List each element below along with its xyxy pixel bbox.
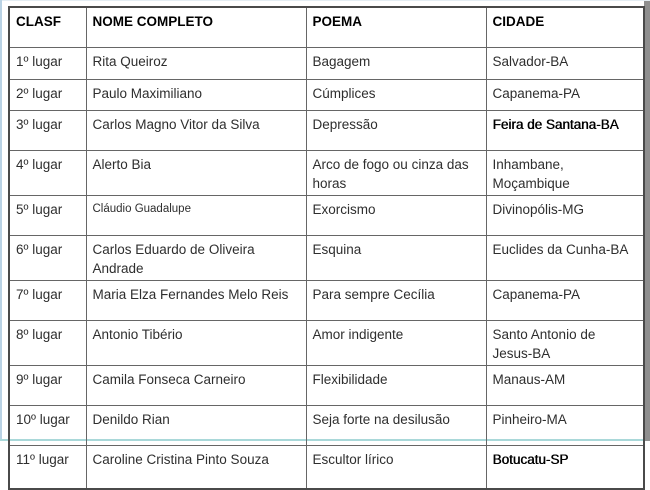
cell-cidade: Capanema-PA	[486, 80, 644, 111]
cell-poema: Depressão	[306, 111, 486, 151]
header-row	[9, 7, 644, 48]
cell-poema: Arco de fogo ou cinza das horas	[306, 151, 486, 196]
cell-nome: Camila Fonseca Carneiro	[86, 366, 306, 406]
table-row	[9, 236, 644, 281]
col-header-poema: POEMA	[306, 7, 486, 48]
table-row	[9, 366, 644, 406]
cell-cidade: Botucatu-SP	[486, 446, 644, 490]
table-row	[9, 80, 644, 111]
table-row	[9, 151, 644, 196]
cell-nome: Denildo Rian	[86, 406, 306, 446]
cell-cidade: Pinheiro-MA	[486, 406, 644, 446]
cell-cidade: Santo Antonio de Jesus-BA	[486, 321, 644, 366]
top-edge-line	[0, 0, 650, 1]
table-row	[9, 446, 644, 490]
cell-nome: Antonio Tibério	[86, 321, 306, 366]
cell-clasf: 10º lugar	[9, 406, 86, 446]
cell-cidade: Feira de Santana-BA	[486, 111, 644, 151]
cell-cidade: Capanema-PA	[486, 281, 644, 321]
cell-poema: Flexibilidade	[306, 366, 486, 406]
cell-nome: Maria Elza Fernandes Melo Reis	[86, 281, 306, 321]
col-header-cidade: CIDADE	[486, 7, 644, 48]
cell-clasf: 9º lugar	[9, 366, 86, 406]
cell-cidade: Salvador-BA	[486, 48, 644, 80]
cell-clasf: 3º lugar	[9, 111, 86, 151]
cell-clasf: 5º lugar	[9, 196, 86, 236]
cell-cidade: Euclides da Cunha-BA	[486, 236, 644, 281]
table-row	[9, 48, 644, 80]
cell-cidade: Divinopólis-MG	[486, 196, 644, 236]
cell-nome: Alerto Bia	[86, 151, 306, 196]
cell-clasf: 2º lugar	[9, 80, 86, 111]
cell-cidade: Manaus-AM	[486, 366, 644, 406]
cell-poema: Amor indigente	[306, 321, 486, 366]
cell-poema: Cúmplices	[306, 80, 486, 111]
cell-clasf: 4º lugar	[9, 151, 86, 196]
cell-nome: Caroline Cristina Pinto Souza	[86, 446, 306, 490]
col-header-clasf: CLASF	[9, 7, 86, 48]
cell-cidade: Inhambane, Moçambique	[486, 151, 644, 196]
table-row	[9, 406, 644, 446]
cell-poema: Esquina	[306, 236, 486, 281]
cell-nome: Cláudio Guadalupe	[86, 196, 306, 236]
left-edge-line	[0, 0, 2, 441]
cell-nome: Carlos Magno Vitor da Silva	[86, 111, 306, 151]
cell-nome: Carlos Eduardo de Oliveira Andrade	[86, 236, 306, 281]
cell-poema: Seja forte na desilusão	[306, 406, 486, 446]
cell-nome: Paulo Maximiliano	[86, 80, 306, 111]
cell-poema: Para sempre Cecília	[306, 281, 486, 321]
col-header-nome: NOME COMPLETO	[86, 7, 306, 48]
results-table	[8, 6, 645, 490]
table-row	[9, 196, 644, 236]
cell-poema: Escultor lírico	[306, 446, 486, 490]
table-row	[9, 321, 644, 366]
table-row	[9, 281, 644, 321]
cell-poema: Exorcismo	[306, 196, 486, 236]
cell-clasf: 11º lugar	[9, 446, 86, 490]
cell-nome: Rita Queiroz	[86, 48, 306, 80]
cell-poema: Bagagem	[306, 48, 486, 80]
cell-clasf: 7º lugar	[9, 281, 86, 321]
cell-clasf: 1º lugar	[9, 48, 86, 80]
cell-clasf: 8º lugar	[9, 321, 86, 366]
cell-clasf: 6º lugar	[9, 236, 86, 281]
table-row	[9, 111, 644, 151]
